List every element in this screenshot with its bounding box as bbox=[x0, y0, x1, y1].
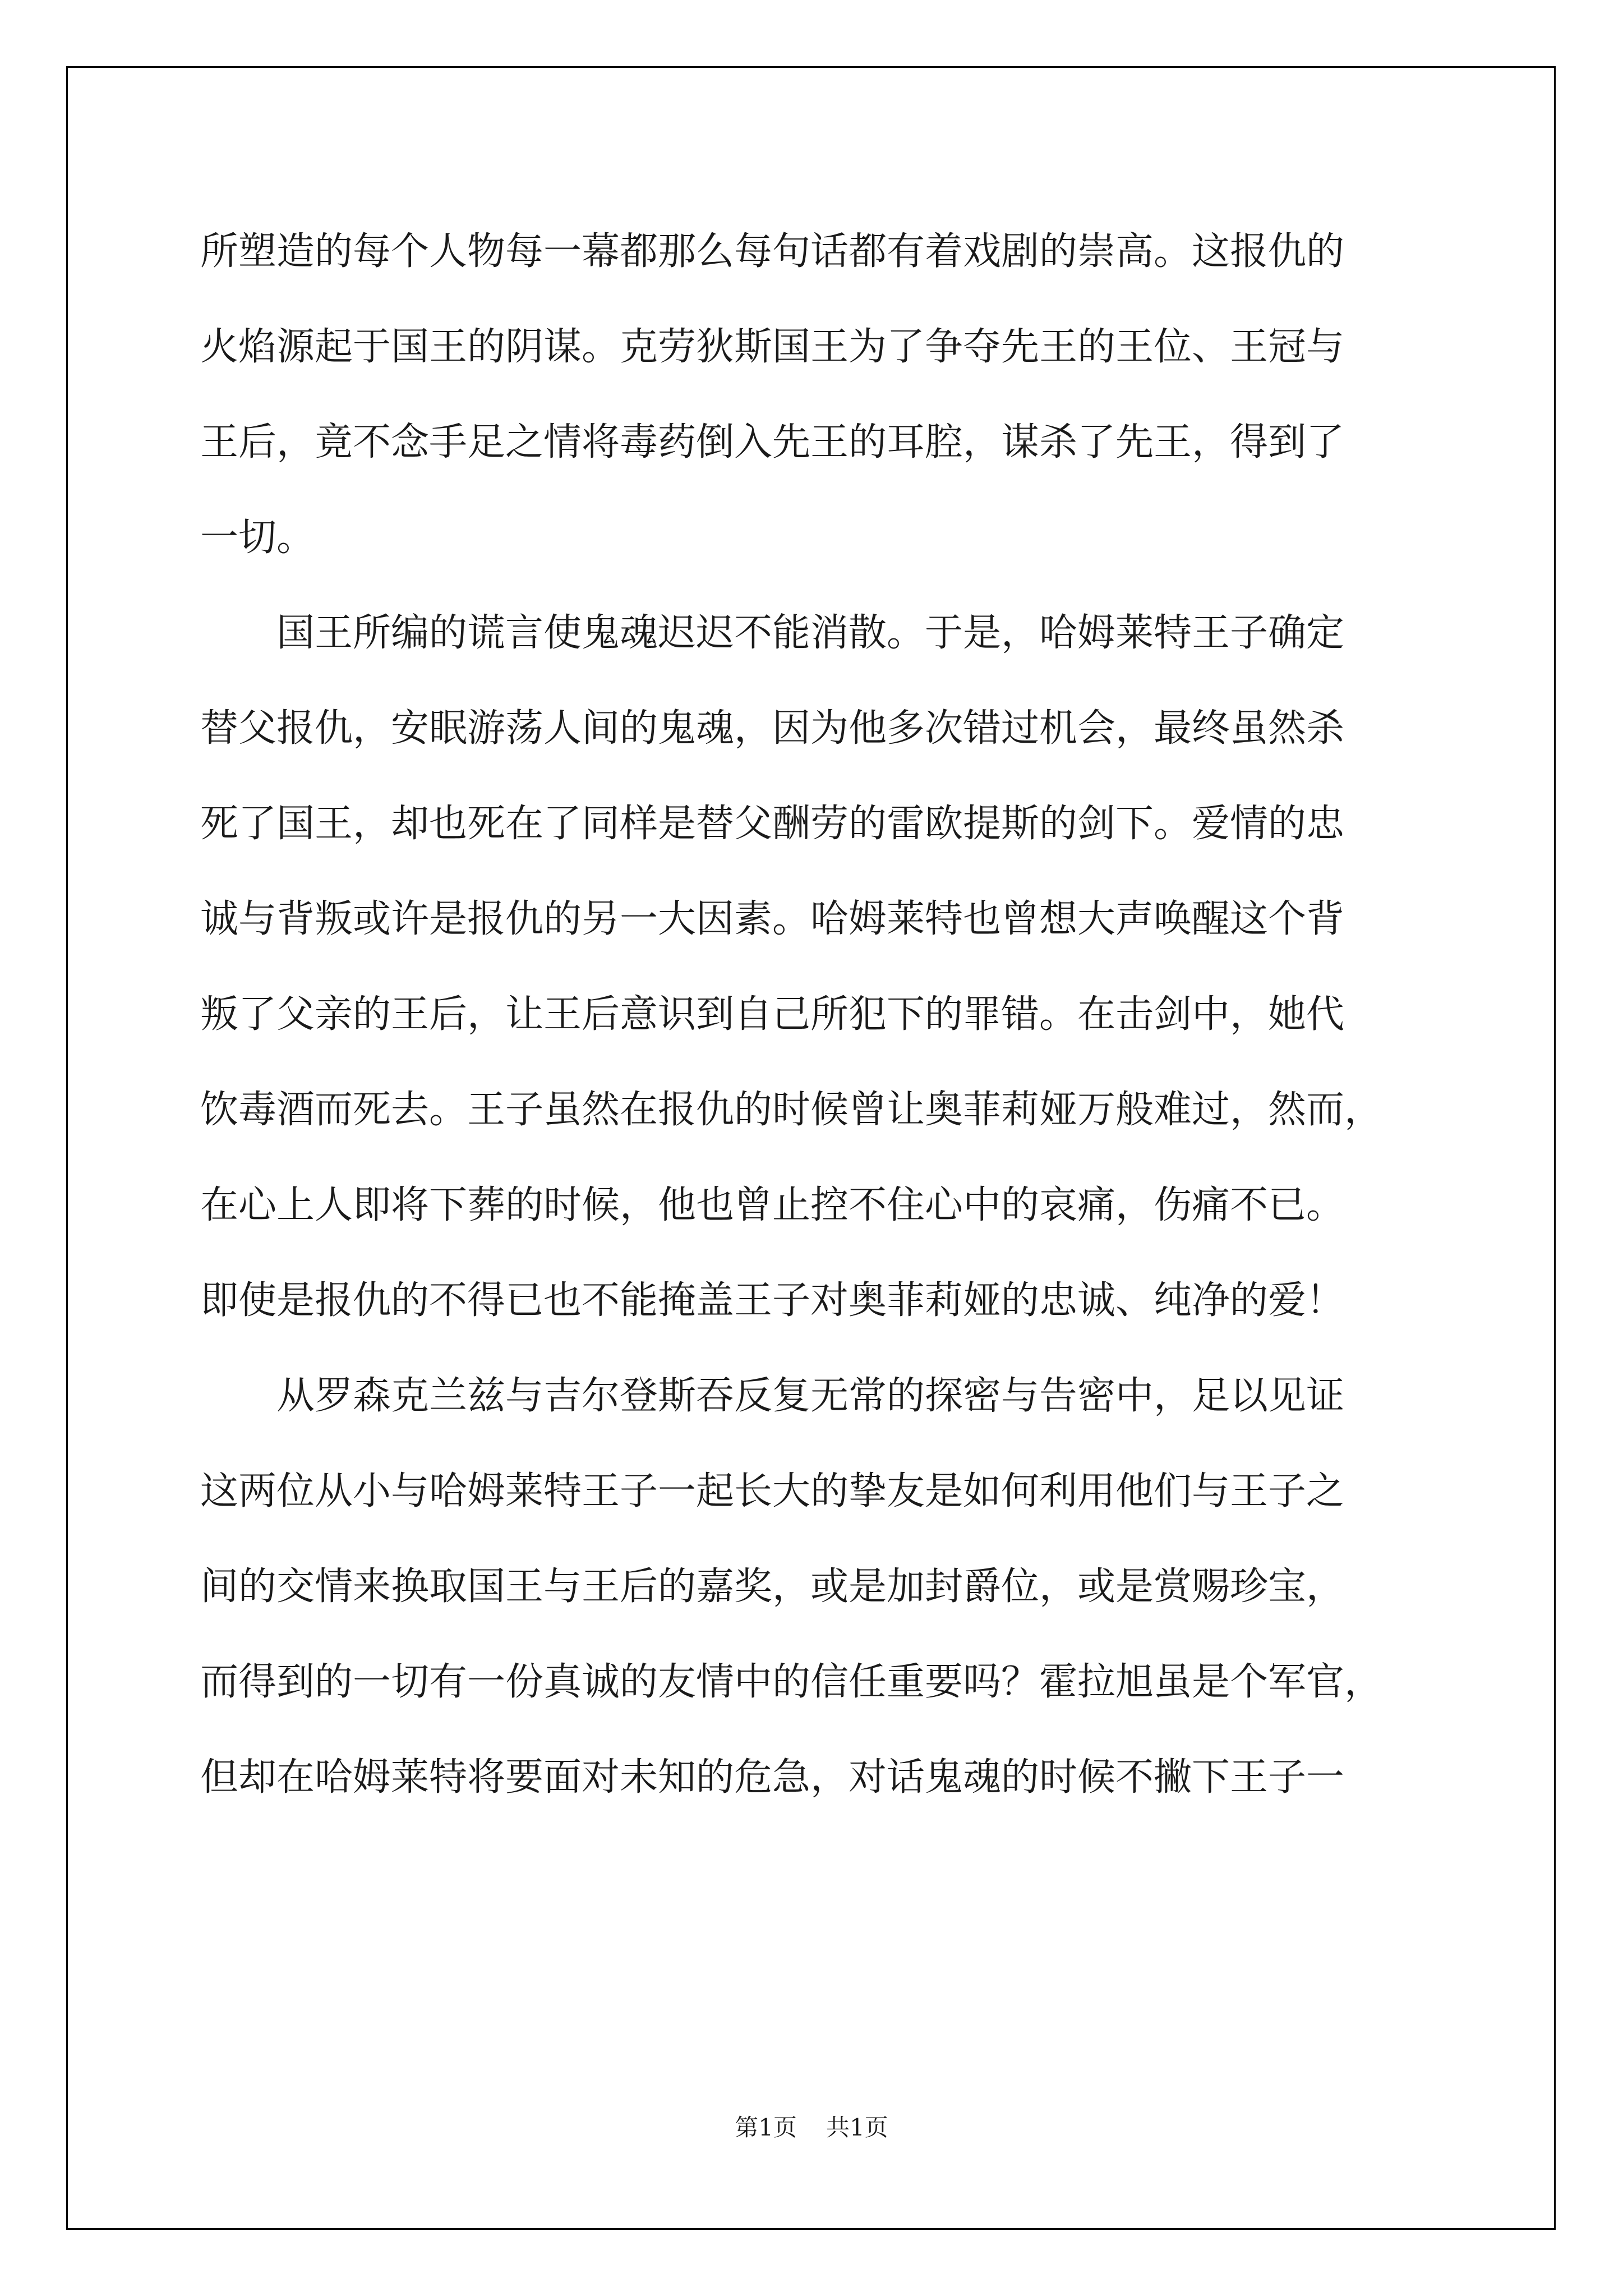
text-line: 从罗森克兰兹与吉尔登斯吞反复无常的探密与告密中，足以见证 bbox=[276, 1374, 1345, 1418]
page-total: 共1页 bbox=[826, 2114, 888, 2141]
text-line: 火焰源起于国王的阴谋。克劳狄斯国王为了争夺先王的王位、王冠与 bbox=[200, 325, 1345, 369]
text-line: 死了国王，却也死在了同样是替父酬劳的雷欧提斯的剑下。爱情的忠 bbox=[200, 802, 1345, 846]
text-line: 所塑造的每个人物每一幕都那么每句话都有着戏剧的崇高。这报仇的 bbox=[200, 229, 1345, 274]
text-line: 替父报仇，安眠游荡人间的鬼魂，因为他多次错过机会，最终虽然杀 bbox=[200, 706, 1345, 751]
text-line: 叛了父亲的王后，让王后意识到自己所犯下的罪错。在击剑中，她代 bbox=[200, 992, 1345, 1037]
text-line: 间的交情来换取国王与王后的嘉奖，或是加封爵位，或是赏赐珍宝， bbox=[200, 1565, 1345, 1609]
text-line: 而得到的一切有一份真诚的友情中的信任重要吗？霍拉旭虽是个军官， bbox=[200, 1660, 1383, 1704]
text-line: 王后，竟不念手足之情将毒药倒入先王的耳腔，谋杀了先王，得到了 bbox=[200, 420, 1345, 464]
text-line: 饮毒酒而死去。王子虽然在报仇的时候曾让奥菲莉娅万般难过，然而， bbox=[200, 1088, 1383, 1132]
text-line: 诚与背叛或许是报仇的另一大因素。哈姆莱特也曾想大声唤醒这个背 bbox=[200, 897, 1345, 941]
text-line: 国王所编的谎言使鬼魂迟迟不能消散。于是，哈姆莱特王子确定 bbox=[276, 611, 1345, 655]
text-line: 即使是报仇的不得已也不能掩盖王子对奥菲莉娅的忠诚、纯净的爱！ bbox=[200, 1278, 1345, 1323]
page-number: 第1页 bbox=[735, 2114, 797, 2141]
document-body bbox=[200, 204, 1434, 1825]
page-footer bbox=[0, 2109, 1623, 2143]
text-line: 一切。 bbox=[200, 516, 315, 560]
text-line: 这两位从小与哈姆莱特王子一起长大的挚友是如何利用他们与王子之 bbox=[200, 1469, 1345, 1513]
text-line: 但却在哈姆莱特将要面对未知的危急，对话鬼魂的时候不撇下王子一 bbox=[200, 1755, 1345, 1800]
text-line: 在心上人即将下葬的时候，他也曾止控不住心中的哀痛，伤痛不已。 bbox=[200, 1183, 1345, 1227]
